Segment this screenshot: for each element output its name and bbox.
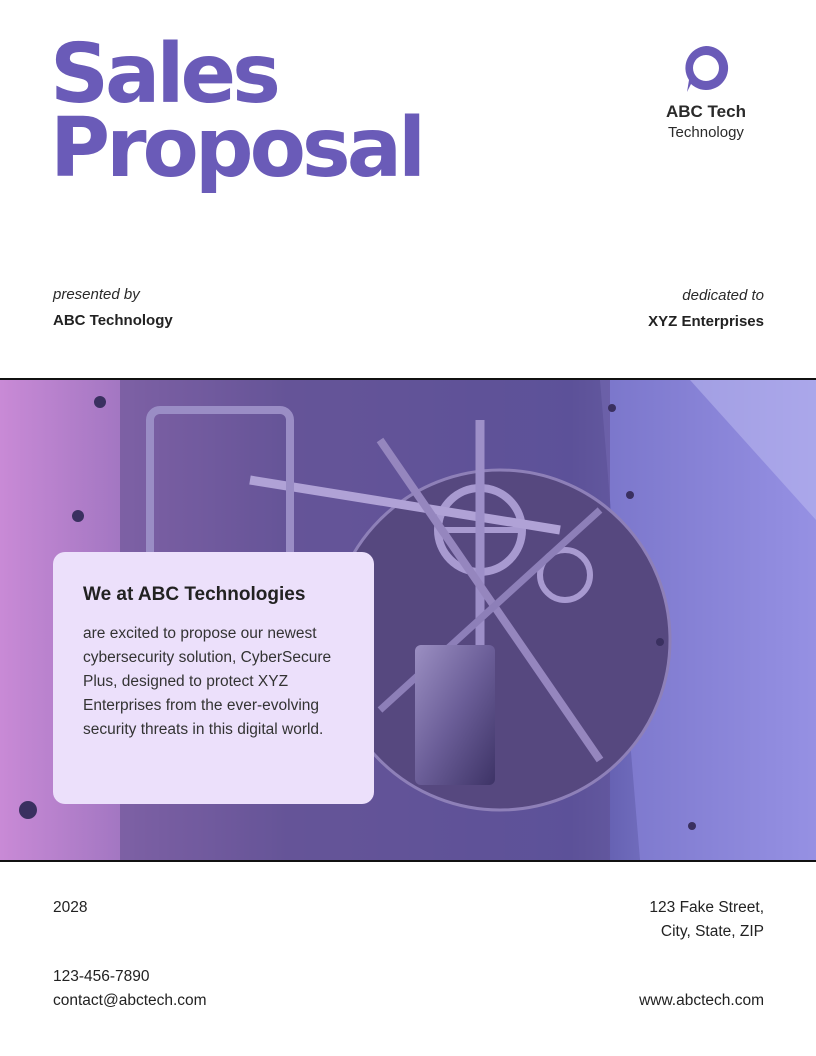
footer-address (649, 896, 764, 944)
email-link[interactable]: contact@abctech.com (53, 992, 207, 1009)
dedicated-to-value: XYZ Enterprises (648, 313, 764, 330)
website-link[interactable]: www.abctech.com (639, 992, 764, 1009)
dedicated-to-label: dedicated to (682, 287, 764, 304)
intro-card-title: We at ABC Technologies (83, 584, 306, 605)
logo-name: ABC Tech (666, 102, 746, 121)
presented-by-value: ABC Technology (53, 312, 173, 329)
footer-year: 2028 (53, 899, 88, 916)
logo-subtitle: Technology (668, 124, 744, 141)
footer-contact (53, 965, 207, 1013)
intro-card-body: are excited to propose our newest cybersecurity solution, CyberSecure Plus, designed to protect XYZ Enterprises from the ever-evolving security threats in this digital world. (83, 625, 332, 738)
intro-card (53, 552, 374, 804)
dedicated-to-block (648, 287, 764, 330)
presented-by-block (53, 286, 173, 329)
address-line-1: 123 Fake Street, (649, 899, 764, 916)
company-logo (646, 42, 766, 141)
title-line-1: Sales (50, 27, 277, 122)
page-title (50, 27, 423, 196)
address-line-2: City, State, ZIP (660, 923, 764, 940)
title-line-2: Proposal (50, 101, 423, 196)
phone-number: 123-456-7890 (53, 968, 150, 985)
presented-by-label: presented by (53, 286, 140, 303)
speech-bubble-ring-icon (679, 42, 733, 96)
